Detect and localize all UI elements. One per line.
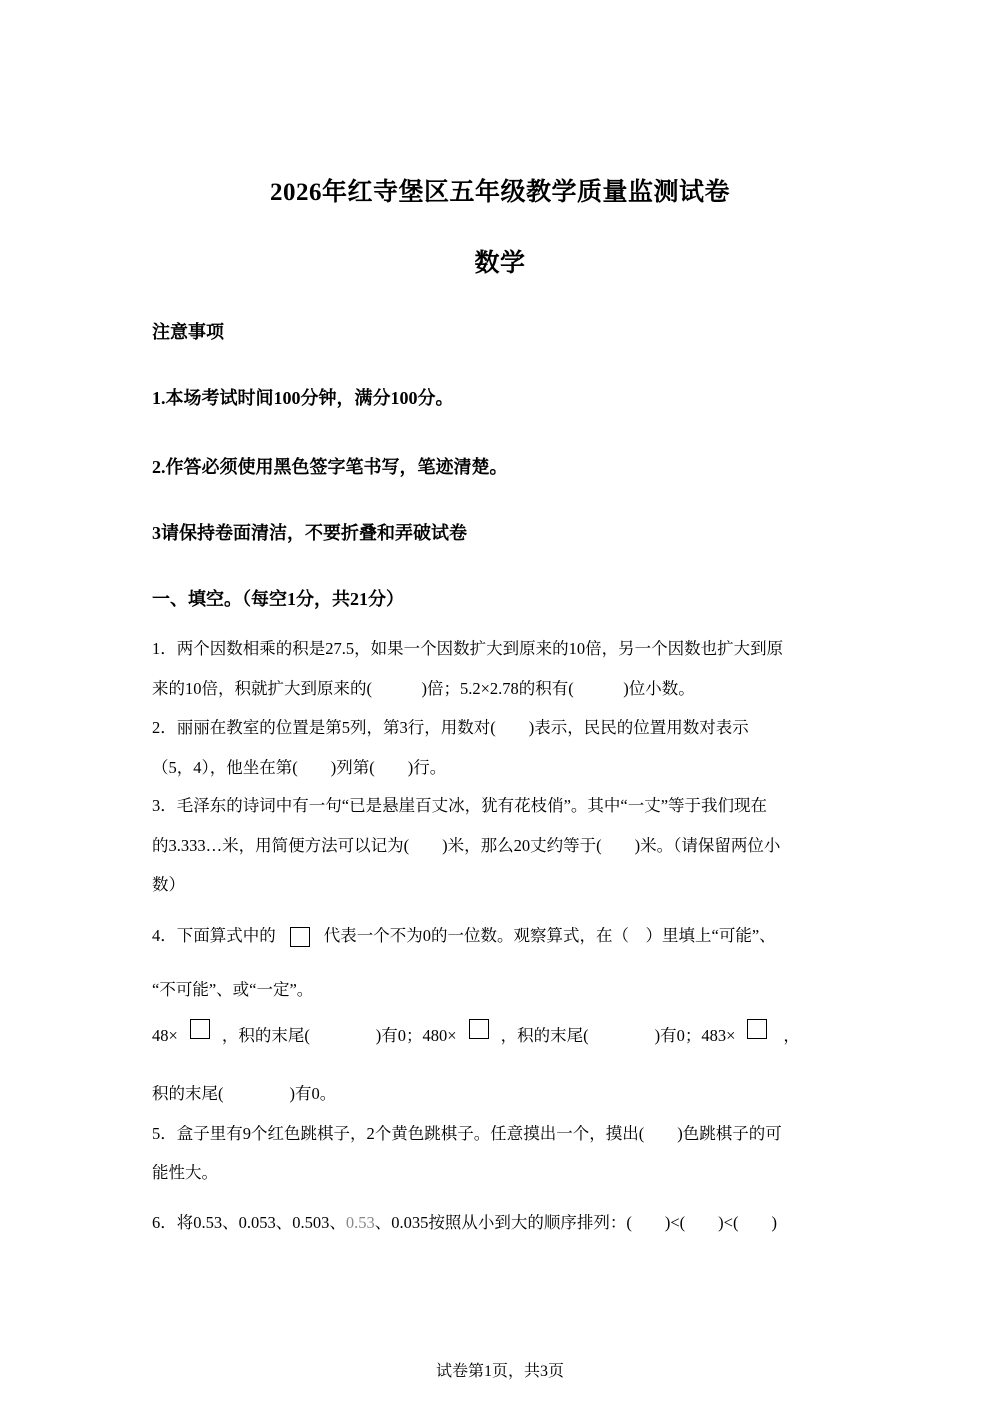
- q5-line2: 能性大。: [152, 1163, 218, 1182]
- q2-line1: 2．丽丽在教室的位置是第5列，第3行，用数对( )表示，民民的位置用数对表示: [152, 718, 749, 737]
- q4-line2: “不可能”、或“一定”。: [152, 980, 314, 999]
- note-item-3: 3请保持卷面清洁，不要折叠和弄破试卷: [152, 523, 467, 543]
- notes-heading: 注意事项: [152, 322, 224, 342]
- q4-line1: [152, 926, 776, 947]
- blank-digit-box: [190, 1019, 210, 1039]
- q1-line2: 来的10倍，积就扩大到原来的( )倍；5.2×2.78的积有( )位小数。: [152, 679, 695, 698]
- q4-expression-line: [152, 1026, 800, 1047]
- q4-line1-start: 4．下面算式中的: [152, 926, 276, 945]
- q4-expr-480: ，积的末尾( )有0；480×: [221, 1026, 457, 1045]
- q4-expr-483: ，积的末尾( )有0；483×: [500, 1026, 736, 1045]
- page-footer: 试卷第1页，共3页: [435, 1363, 564, 1380]
- q6-repeating-decimal: 0.53: [345, 1213, 375, 1232]
- blank-digit-box: [290, 927, 310, 947]
- q4-line1-end: 代表一个不为0的一位数。观察算式，在（ ）里填上“可能”、: [323, 926, 776, 945]
- q5-line1: 5．盒子里有9个红色跳棋子，2个黄色跳棋子。任意摸出一个，摸出( )色跳棋子的可: [152, 1124, 782, 1143]
- note-item-1: 1.本场考试时间100分钟，满分100分。: [152, 388, 454, 408]
- exam-title: 2026年红寺堡区五年级教学质量监测试卷: [269, 179, 730, 206]
- q3-line3: 数）: [152, 875, 185, 894]
- q1-line1: 1．两个因数相乘的积是27.5，如果一个因数扩大到原来的10倍，另一个因数也扩大到原: [152, 639, 784, 658]
- q3-line1: 3．毛泽东的诗词中有一句“已是悬崖百丈冰，犹有花枝俏”。其中“一丈”等于我们现在: [152, 796, 768, 815]
- q6-end: 、0.035按照从小到大的顺序排列：( )<( )<( ): [374, 1213, 777, 1232]
- q4-expr-48: 48×: [152, 1026, 178, 1045]
- note-item-2: 2.作答必须使用黑色签字笔书写，笔迹清楚。: [152, 457, 508, 477]
- subject-title: 数学: [474, 250, 526, 277]
- q2-line2: （5，4），他坐在第( )列第( )行。: [152, 758, 447, 777]
- q6-start: 6．将0.53、0.053、0.503、: [152, 1213, 346, 1232]
- q6-line: [152, 1213, 777, 1233]
- blank-digit-box: [747, 1019, 767, 1039]
- blank-digit-box: [469, 1019, 489, 1039]
- q3-line2: 的3.333…米，用简便方法可以记为( )米，那么20丈约等于( )米。（请保留两位小: [152, 836, 781, 855]
- q4-line4: 积的末尾( )有0。: [152, 1084, 337, 1103]
- section1-heading: 一、填空。（每空1分，共21分）: [152, 589, 404, 609]
- q4-expr-comma: ，: [783, 1026, 800, 1045]
